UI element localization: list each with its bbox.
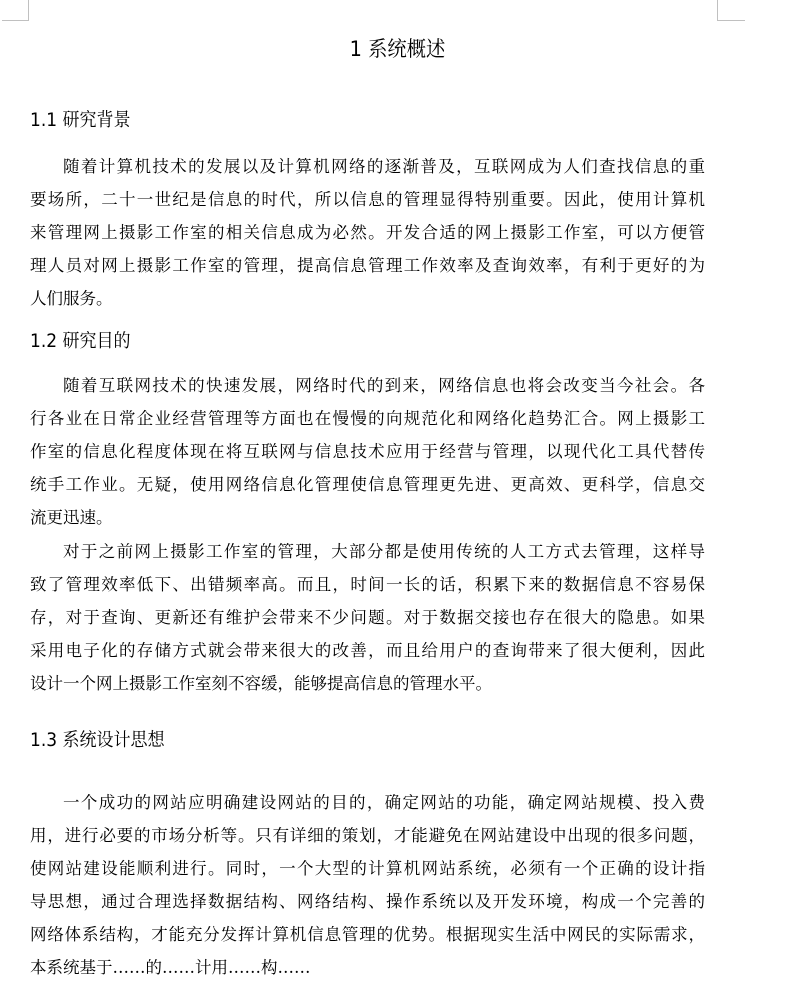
text-line: 行各业在日常企业经营管理等方面也在慢慢的向规范化和网络化趋势汇合。网上摄影工 [30,409,705,428]
text-line: 使网站建设能顺利进行。同时，一个大型的计算机网站系统，必须有一个正确的设计指 [30,859,705,878]
text-line: 随着计算机技术的发展以及计算机网络的逐渐普及，互联网成为人们查找信息的重 [63,157,705,176]
text-line: 存，对于查询、更新还有维护会带来不少问题。对于数据交接也存在很大的隐患。如果 [30,608,705,627]
paragraph-1-2-b [30,535,705,700]
text-line: 网络体系结构，才能充分发挥计算机信息管理的优势。根据现实生活中网民的实际需求， [30,925,705,944]
page-corner-mark-right [717,0,745,21]
section-heading-1-3: 1.3 系统设计思想 [30,730,165,751]
section-heading-1-2: 1.2 研究目的 [30,331,131,352]
paragraph-1-2-a [30,369,705,534]
text-line: 设计一个网上摄影工作室刻不容缓，能够提高信息的管理水平。 [30,674,492,693]
text-line: 随着互联网技术的快速发展，网络时代的到来，网络信息也将会改变当今社会。各 [63,376,705,395]
section-heading-1-1: 1.1 研究背景 [30,110,131,131]
text-line: 人们服务。 [30,289,113,308]
text-line: 采用电子化的存储方式就会带来很大的改善，而且给用户的查询带来了很大便利，因此 [30,641,705,660]
text-line: 导思想，通过合理选择数据结构、网络结构、操作系统以及开发环境，构成一个完善的 [30,892,705,911]
text-line: 统手工作业。无疑，使用网络信息化管理使信息管理更先进、更高效、更科学，信息交 [30,475,705,494]
text-line: 对于之前网上摄影工作室的管理，大部分都是使用传统的人工方式去管理，这样导 [63,542,705,561]
text-line: 用，进行必要的市场分析等。只有详细的策划，才能避免在网站建设中出现的很多问题， [30,826,705,845]
text-line-partial: 本系统基于……的……计用……构…… [30,958,311,977]
text-line: 作室的信息化程度体现在将互联网与信息技术应用于经营与管理，以现代化工具代替传 [30,442,705,461]
text-line: 理人员对网上摄影工作室的管理，提高信息管理工作效率及查询效率，有利于更好的为 [30,256,705,275]
text-line: 流更迅速。 [30,508,113,527]
paragraph-1-1 [30,150,705,315]
text-line: 来管理网上摄影工作室的相关信息成为必然。开发合适的网上摄影工作室，可以方便管 [30,223,705,242]
page-corner-mark-left [2,0,29,21]
text-line: 一个成功的网站应明确建设网站的目的，确定网站的功能，确定网站规模、投入费 [63,793,705,812]
text-line: 要场所，二十一世纪是信息的时代，所以信息的管理显得特别重要。因此，使用计算机 [30,190,705,209]
chapter-title: 1 系统概述 [349,37,446,61]
paragraph-1-3 [30,786,705,984]
text-line: 致了管理效率低下、出错频率高。而且，时间一长的话，积累下来的数据信息不容易保 [30,575,705,594]
